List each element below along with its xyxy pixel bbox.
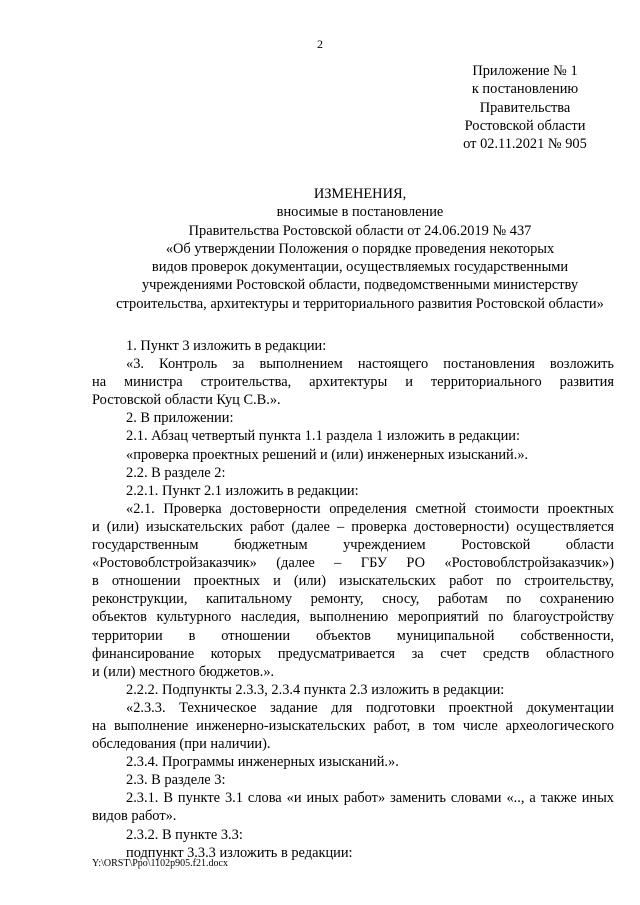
text-line: «проверка проектных решений и (или) инженерных изысканий.». xyxy=(126,446,529,463)
text-line: Ростовской области Куц С.В.». xyxy=(92,392,281,409)
paragraph-2 xyxy=(92,355,614,409)
text-line: обследования (при наличии). xyxy=(92,736,271,753)
text-line: и (или) изыскательских работ (далее – проверка достоверности) осуществляется xyxy=(92,518,614,535)
text-line: 2.3. В разделе 3: xyxy=(126,772,226,789)
title-line: строительства, архитектуры и территориального развития Ростовской области» xyxy=(116,295,604,312)
text-line: 2.2.2. Подпункты 2.3.3, 2.3.4 пункта 2.3 изложить в редакции: xyxy=(126,681,505,698)
text-line: «2.1. Проверка достоверности определения сметной стоимости проектных xyxy=(126,500,614,517)
page-number: 2 xyxy=(317,37,323,51)
title-line: «Об утверждении Положения о порядке проведения некоторых xyxy=(165,240,555,257)
text-line: «2.3.3. Техническое задание для подготовки проектной документации xyxy=(126,699,614,716)
title-heading: ИЗМЕНЕНИЯ, xyxy=(313,186,407,202)
paragraph-8 xyxy=(92,500,614,681)
text-line: 2.3.1. В пункте 3.1 слова «и иных работ» заменить словами «.., а также иных xyxy=(126,790,614,807)
paragraph-9 xyxy=(92,681,614,699)
document-body xyxy=(92,337,614,862)
paragraph-10 xyxy=(92,699,614,753)
paragraph-3 xyxy=(92,409,614,427)
text-line: и (или) местного бюджетов.». xyxy=(92,663,275,680)
appendix-line: Ростовской области xyxy=(464,117,586,134)
text-line: 2.2.1. Пункт 2.1 изложить в редакции: xyxy=(126,482,359,499)
text-line: объектов культурного наследия, выполнению мероприятий по благоустройству xyxy=(92,609,614,626)
title-line: видов проверок документации, осуществляемых государственными xyxy=(151,259,569,276)
text-line: территории в отношении объектов муниципальной собственности, xyxy=(92,627,614,644)
paragraph-5 xyxy=(92,446,614,464)
appendix-reference xyxy=(436,62,614,153)
text-line: 2.1. Абзац четвертый пункта 1.1 раздела 1 изложить в редакции: xyxy=(126,428,521,445)
paragraph-11 xyxy=(92,753,614,771)
text-line: финансирование которых предусматривается за счет средств областного xyxy=(92,645,614,662)
appendix-line: Правительства xyxy=(479,99,571,116)
text-line: «3. Контроль за выполнением настоящего постановления возложить xyxy=(126,356,614,373)
paragraph-1 xyxy=(92,337,614,355)
paragraph-14 xyxy=(92,826,614,844)
title-line: учреждениями Ростовской области, подведомственными министерству xyxy=(141,277,579,294)
paragraph-13 xyxy=(92,789,614,825)
text-line: на выполнение инженерно-изыскательских работ, в том числе археологического xyxy=(92,717,614,734)
text-line: видов работ». xyxy=(92,808,177,825)
text-line: реконструкции, капитальному ремонту, сносу, работам по сохранению xyxy=(92,591,614,608)
title-line: вносимые в постановление xyxy=(276,204,444,221)
text-line: в отношении проектных и (или) изыскательских работ по строительству, xyxy=(92,573,614,590)
text-line: «Ростовоблстройзаказчик» (далее – ГБУ РО «Ростовоблстройзаказчик») xyxy=(92,555,614,572)
appendix-line: к постановлению xyxy=(471,81,579,98)
paragraph-4 xyxy=(92,427,614,445)
document-title xyxy=(108,185,612,313)
paragraph-7 xyxy=(92,482,614,500)
appendix-line: от 02.11.2021 № 905 xyxy=(463,136,587,153)
text-line: государственным бюджетным учреждением Ростовской области xyxy=(92,537,614,554)
text-line: 2.3.4. Программы инженерных изысканий.». xyxy=(126,754,399,771)
text-line: 1. Пункт 3 изложить в редакции: xyxy=(126,338,327,354)
title-line: Правительства Ростовской области от 24.06.2019 № 437 xyxy=(188,222,532,239)
text-line: 2. В приложении: xyxy=(126,410,234,427)
paragraph-12 xyxy=(92,771,614,789)
text-line: подпункт 3.3.3 изложить в редакции: xyxy=(126,844,353,861)
text-line: на министра строительства, архитектуры и территориального развития xyxy=(92,374,614,391)
appendix-line: Приложение № 1 xyxy=(472,63,578,79)
paragraph-6 xyxy=(92,464,614,482)
text-line: 2.3.2. В пункте 3.3: xyxy=(126,826,243,843)
text-line: 2.2. В разделе 2: xyxy=(126,464,226,481)
file-path-footer: Y:\ORST\Ppo\1102p905.f21.docx xyxy=(92,858,228,869)
